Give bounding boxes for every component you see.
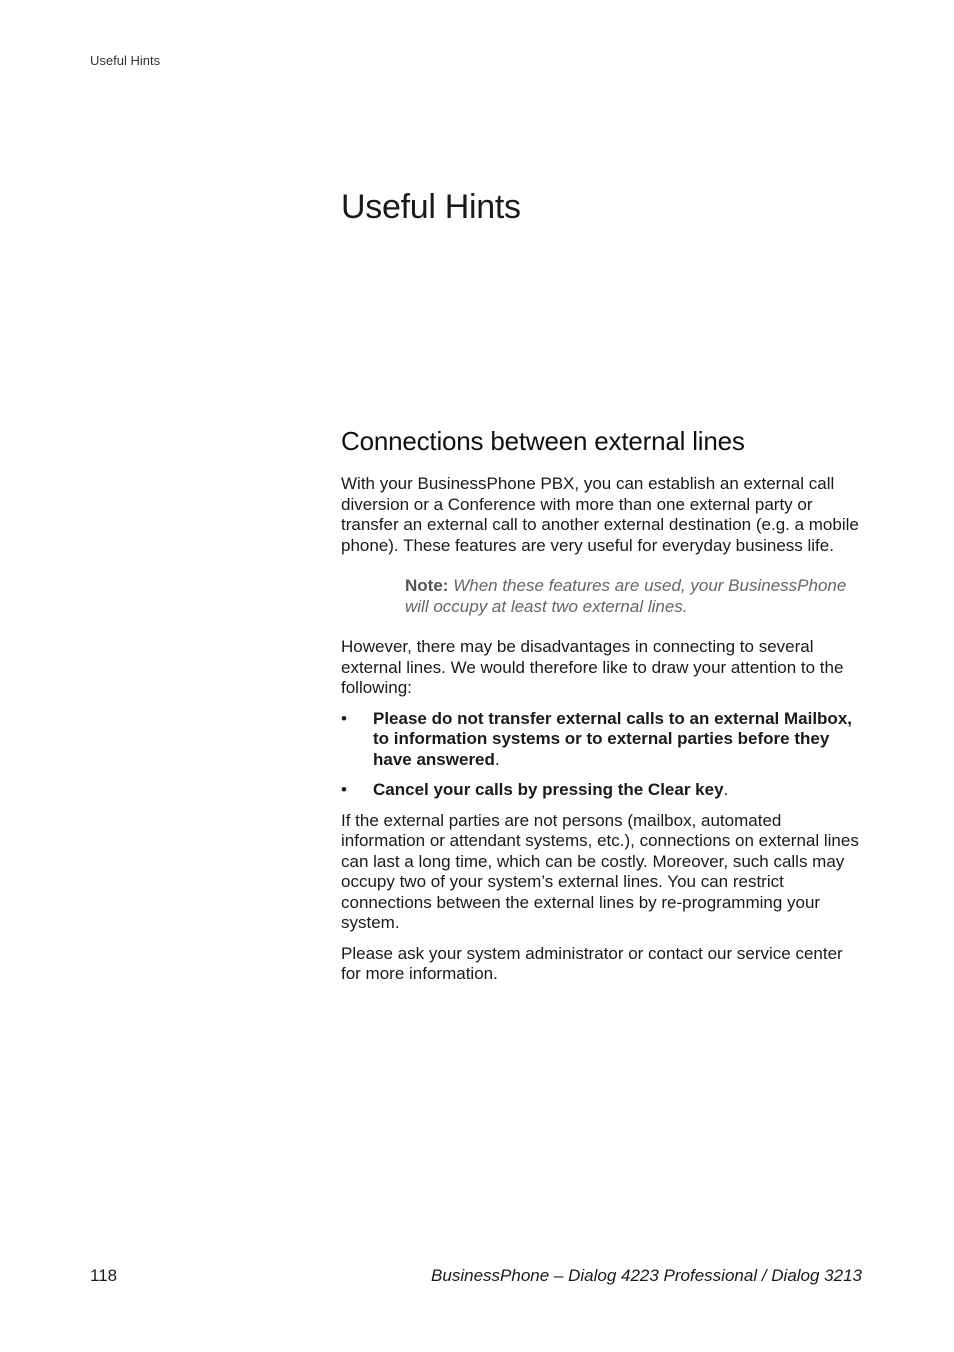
list-item-bold: Cancel your calls by pressing the Clear key — [373, 780, 724, 799]
document-title: BusinessPhone – Dialog 4223 Professional / Dialog 3213 — [431, 1266, 862, 1285]
disadvantages-paragraph: However, there may be disadvantages in connecting to several external lines. We would therefore like to draw your attention to the following: — [341, 637, 844, 697]
chapter-title: Useful Hints — [341, 188, 521, 226]
note-label: Note: — [405, 576, 449, 595]
section-heading: Connections between external lines — [341, 426, 745, 456]
section-content — [341, 426, 866, 985]
list-item-tail: . — [494, 749, 500, 769]
list-item-tail: . — [723, 780, 729, 799]
list-item — [341, 780, 866, 801]
intro-paragraph: With your BusinessPhone PBX, you can establish an external call diversion or a Conference with more than one external party or transfer an external call to another external destination (e.g. a mobile phone). These features are very useful for everyday business life. — [341, 474, 859, 555]
list-item-bold: Please do not transfer external calls to an external Mailbox, to information systems or to external parties before they have answered — [373, 708, 852, 769]
warning-list — [341, 709, 866, 801]
list-item — [341, 709, 866, 771]
note-block — [405, 576, 866, 617]
external-parties-paragraph: If the external parties are not persons (mailbox, automated information or attendant systems, etc.), connections on external lines can last a long time, which can be costly. Moreover, such calls may occupy two of your system’s external lines. You can restrict connections between the external lines by re-programming your system. — [341, 810, 859, 932]
page-number: 118 — [90, 1266, 118, 1285]
bullet-icon: • — [341, 708, 347, 728]
contact-paragraph: Please ask your system administrator or contact our service center for more information. — [341, 943, 843, 983]
note-text: When these features are used, your BusinessPhone will occupy at least two external lines. — [405, 576, 847, 616]
running-header: Useful Hints — [90, 53, 161, 68]
bullet-icon: • — [341, 780, 347, 799]
